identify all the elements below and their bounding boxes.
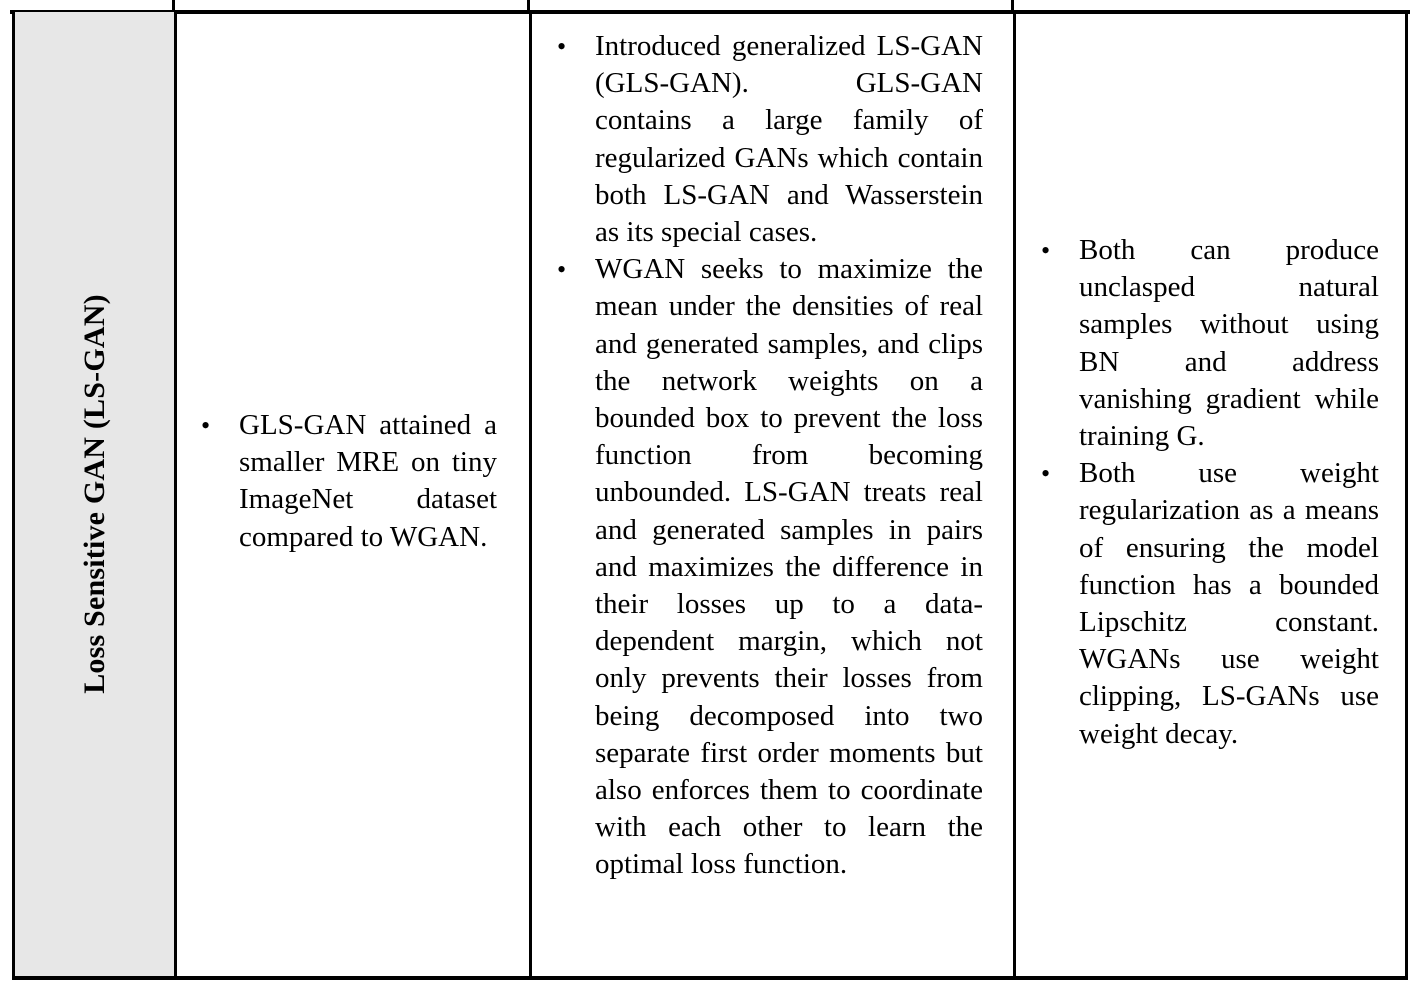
description-cell [532,12,1016,976]
list-item [1041,232,1379,455]
list-item [557,251,983,883]
list-item-text: Both can produce unclasped natural samples without using BN and address vanishing gradient while training G. [1079,234,1379,453]
list-item-text: Introduced generalized LS-GAN (GLS-GAN). GLS-GAN contains a large family of regularized GANs which contain both LS-GAN and Wasserstein as its special cases. [595,30,983,249]
row-header-cell [15,12,177,976]
list-item-text: GLS-GAN attained a smaller MRE on tiny ImageNet dataset compared to WGAN. [239,409,497,553]
results-list [201,407,497,556]
row-title: Loss Sensitive GAN (LS-GAN) [77,294,111,694]
comparison-list [1041,232,1379,753]
bullet-icon: • [557,255,567,285]
bullet-icon: • [1041,236,1051,265]
bullet-icon: • [1041,459,1051,489]
previous-row-divider [172,0,175,10]
table-row [12,12,1408,980]
description-list [557,28,983,884]
bullet-icon: • [557,32,567,61]
comparison-cell [1016,12,1405,976]
list-item [201,407,497,556]
list-item [557,28,983,251]
list-item [1041,455,1379,753]
bullet-icon: • [201,411,211,440]
previous-row-divider [527,0,530,10]
previous-row-divider [1011,0,1014,10]
list-item-text: Both use weight regularization as a means of ensuring the model function has a bounded Lipschitz constant. WGANs use weight clipping, LS-GANs use weight decay. [1079,457,1379,750]
list-item-text: WGAN seeks to maximize the mean under the densities of real and generated samples, and clips the network weights on a bounded box to prevent the loss function from becoming unbounded. LS-GAN treats real and generated samples in pairs and maximizes the difference in their losses up to a data-dependent margin, which not only prevents their losses from being decomposed into two separate first order moments but also enforces them to coordinate with each other to learn the optimal loss function. [595,253,983,881]
results-cell [177,12,532,976]
